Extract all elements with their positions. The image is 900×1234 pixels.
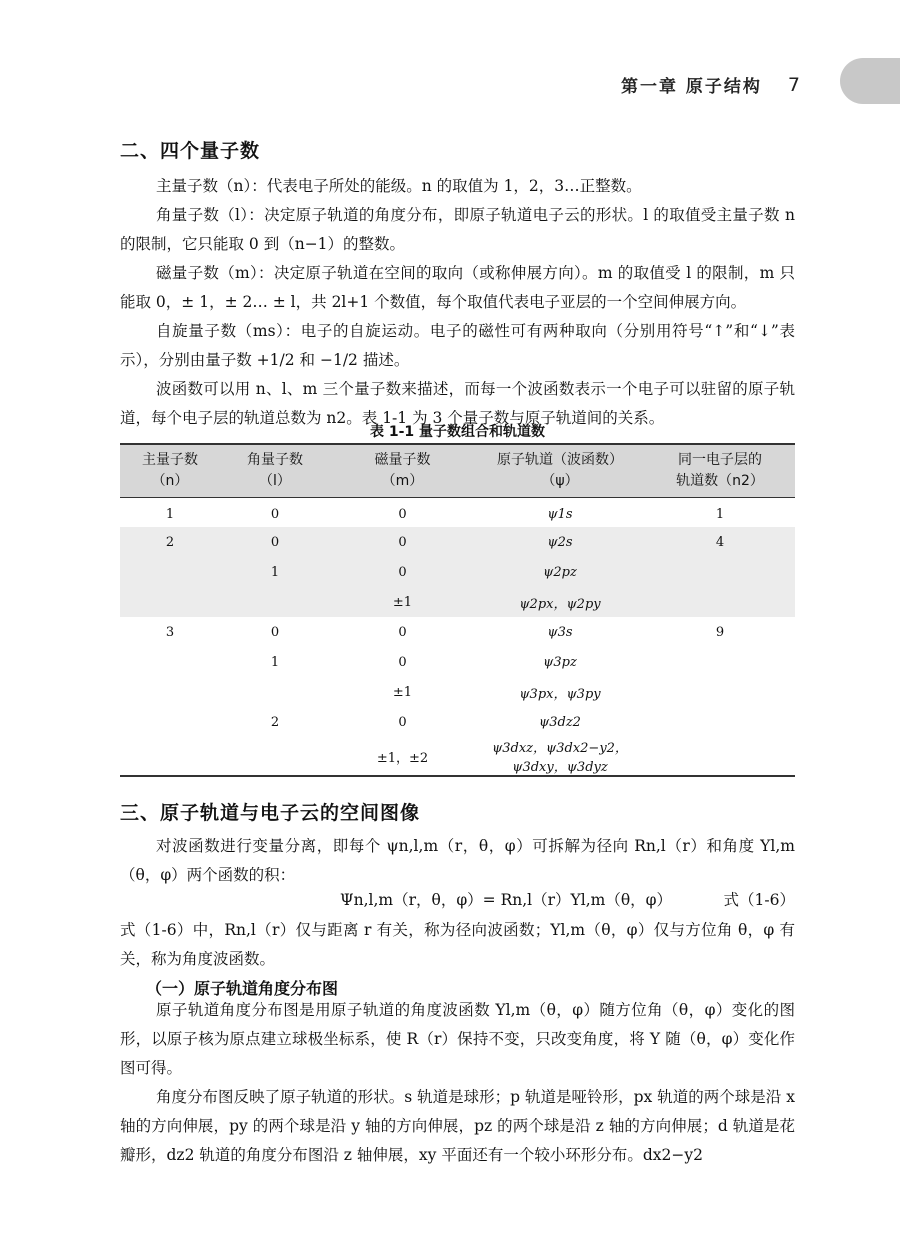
table-cell [645, 707, 795, 737]
header-orbital-count [645, 444, 795, 497]
header-magnetic [330, 444, 475, 497]
page-number: 7 [787, 73, 800, 96]
header-label: 同一电子层的 [678, 451, 762, 468]
table-cell [120, 587, 220, 617]
table-cell [645, 587, 795, 617]
header-label: 角量子数 [247, 451, 303, 468]
header-label: 磁量子数 [374, 451, 431, 468]
table-cell [220, 737, 330, 776]
header-label: 原子轨道（波函数） [497, 451, 623, 468]
table-cell [645, 737, 795, 776]
header-principal [120, 444, 220, 497]
table-cell: 0 [220, 527, 330, 557]
table-cell: ψ2px，ψ2py [475, 587, 645, 617]
table-cell: ψ3s [547, 624, 573, 640]
table-cell: ψ2pz [475, 557, 645, 587]
table-cell: 0 [330, 557, 475, 587]
header-label: （m） [381, 472, 424, 489]
table-cell [645, 557, 795, 587]
table-cell: 0 [398, 654, 407, 670]
table-cell: 2 [120, 527, 220, 557]
table-cell: 0 [398, 506, 407, 522]
table-cell: 3 [165, 624, 175, 640]
paragraph-angular-plot: 原子轨道角度分布图是用原子轨道的角度波函数 Yl,m（θ，φ）随方位角（θ，φ）变化的图形，以原子核为原点建立球极坐标系，使 R（r）保持不变，只改变角度，将 Y 随（θ，φ）变化作图可得。 [120, 1001, 795, 1077]
table-cell [220, 587, 330, 617]
paragraph-angular-qn: 角量子数（l）：决定原子轨道的角度分布，即原子轨道电子云的形状。l 的取值受主量子数 n 的限制，它只能取 0 到（n−1）的整数。 [120, 206, 795, 253]
paragraph-principal-qn: 主量子数（n）：代表电子所处的能级。n 的取值为 1，2，3…正整数。 [156, 177, 642, 195]
table-row [120, 497, 795, 527]
table-cell: 0 [330, 527, 475, 557]
table-cell: ψ1s [547, 506, 573, 522]
table-cell: 0 [270, 624, 280, 640]
header-label: （ψ） [541, 472, 579, 489]
section3-heading: 三、原子轨道与电子云的空间图像 [120, 802, 421, 824]
table-cell: 0 [398, 624, 407, 640]
table-row [120, 527, 795, 557]
table-header-row [120, 444, 795, 497]
table-row [120, 617, 795, 647]
running-head [560, 72, 800, 97]
table-cell [120, 707, 220, 737]
table-cell: ψ3dz2 [539, 714, 581, 730]
table-cell: ±1 [330, 587, 475, 617]
table-row [120, 707, 795, 737]
header-orbital [475, 444, 645, 497]
equation-1-6: Ψn,l,m（r，θ，φ）= Rn,l（r）Yl,m（θ，φ） [340, 891, 673, 909]
equation-number: 式（1-6） [723, 891, 795, 909]
paragraph-radial-angular: 式（1-6）中，Rn,l（r）仅与距离 r 有关，称为径向波函数；Yl,m（θ，φ）仅与方位角 θ，φ 有关，称为角度波函数。 [120, 921, 795, 968]
table-cell [120, 677, 220, 707]
table-row [120, 647, 795, 677]
table-cell: ±1 [392, 684, 413, 700]
table-row [120, 737, 795, 776]
table-row [120, 677, 795, 707]
subsection-heading: （一）原子轨道角度分布图 [146, 979, 339, 998]
section2-heading: 二、四个量子数 [120, 140, 261, 162]
table-cell: 0 [270, 506, 280, 522]
table-cell [120, 737, 220, 776]
table-cell [120, 647, 220, 677]
header-angular [220, 444, 330, 497]
table-cell: ±1，±2 [330, 737, 475, 776]
table-cell: 1 [165, 506, 175, 522]
table-cell: ψ2s [475, 527, 645, 557]
paragraph-spin-qn: 自旋量子数（ms）：电子的自旋运动。电子的磁性可有两种取向（分别用符号“↑”和“↓”表示），分别由量子数 +1/2 和 −1/2 描述。 [120, 322, 795, 369]
paragraph-separation: 对波函数进行变量分离，即每个 ψn,l,m（r，θ，φ）可拆解为径向 Rn,l（r）和角度 Yl,m（θ，φ）两个函数的积： [120, 837, 795, 884]
table-cell: ψ3dxz，ψ3dx2−y2，ψ3dxy，ψ3dyz [475, 737, 645, 776]
page-corner-tab [840, 58, 900, 104]
table-row [120, 557, 795, 587]
table-cell [120, 557, 220, 587]
table-cell: 1 [270, 654, 280, 670]
paragraph-magnetic-qn: 磁量子数（m）：决定原子轨道在空间的取向（或称伸展方向）。m 的取值受 l 的限制，m 只能取 0，± 1，± 2… ± l，共 2l+1 个数值，每个取值代表电子亚层的一个空间伸展方向。 [120, 264, 795, 311]
header-label: （l） [259, 472, 291, 489]
table-cell: 1 [715, 506, 725, 522]
table-cell: 0 [398, 714, 407, 730]
quantum-number-table [120, 443, 795, 777]
table-cell [645, 647, 795, 677]
table-cell: 1 [220, 557, 330, 587]
paragraph-orbital-shapes: 角度分布图反映了原子轨道的形状。s 轨道是球形；p 轨道是哑铃形，px 轨道的两个球是沿 x 轴的方向伸展，py 的两个球是沿 y 轴的方向伸展，pz 的两个球是沿 z 轴的方向伸展；d 轨道是花瓣形，dz2 轨道的角度分布图沿 z 轴伸展，xy 平面还有一个较小环形分布。dx2−y2 [120, 1088, 795, 1164]
table-cell: ψ3px，ψ3py [519, 686, 601, 702]
header-label: 轨道数（n2） [676, 472, 764, 489]
table-cell: 9 [715, 624, 725, 640]
table-row [120, 587, 795, 617]
table-cell: ψ3pz [543, 654, 577, 670]
table-cell [645, 677, 795, 707]
table-cell: 2 [270, 714, 280, 730]
header-label: （n） [151, 472, 189, 489]
equation-line [120, 888, 795, 914]
paragraph-wavefunction: 波函数可以用 n、l、m 三个量子数来描述，而每一个波函数表示一个电子可以驻留的原子轨道，每个电子层的轨道总数为 n2。表 1-1 为 3 个量子数与原子轨道间的关系。 [120, 380, 795, 427]
chapter-title: 第一章 原子结构 [620, 77, 762, 97]
table-cell [220, 677, 330, 707]
table-cell: 4 [645, 527, 795, 557]
table-caption: 表 1-1 量子数组合和轨道数 [369, 424, 546, 440]
header-label: 主量子数 [142, 451, 198, 468]
